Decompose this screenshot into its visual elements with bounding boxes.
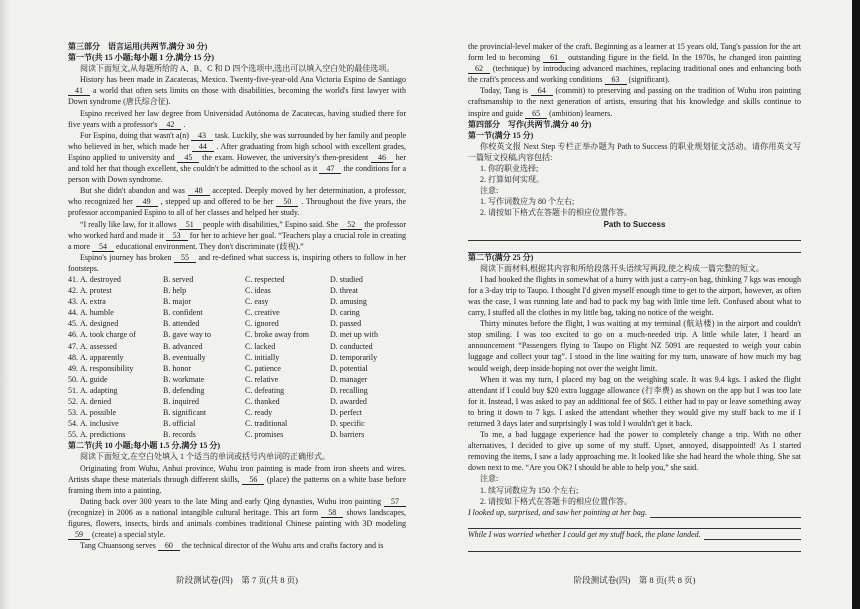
option-b: B. served [163,274,194,284]
option-row [68,318,406,329]
option-cell-first [68,352,163,363]
passage-text: Dating back over 300 years to the late Ming and early Qing dynasties, Wuhu iron painting [80,496,384,506]
option-b: B. confident [163,308,203,318]
answer-blank: 59 [68,530,90,540]
option-b: B. honor [163,363,191,373]
option-row [68,329,406,340]
option-row [68,296,406,307]
part3-heading: 第三部分 语言运用(共两节,满分 30 分) [68,42,208,51]
story-paragraph: To me, a bad luggage experience had the power to completely change a trip. With no other alternatives, I decided to give up some of my stuff. Upset, annoyed, disappointed! As I started removing the items, I saw a lady approaching me. It looked like she had heard the whole thing. She sat down next to me. “Are you OK? I should be able to help you,” she said. [468,430,801,473]
passage-paragraph [68,219,406,252]
answer-blank: 50 [276,197,298,207]
option-d: D. potential [330,363,368,373]
exam-page-8 [468,41,801,552]
option-c: C. thanked [245,397,280,406]
option-cell-first [68,296,163,307]
option-a: A. designed [80,319,119,329]
passage-text: accepted. Deeply moved by her determination, a professor, who recognized her [68,186,407,207]
answer-blank: 61 [543,53,565,63]
passage-text: the provincial-level maker of the craft. Beginning as a learner at 15 years old, Tang's passion for the art form led to becoming [468,42,801,63]
option-c: C. defeating [245,385,285,395]
passage-text: educational environment. They don't discriminate (歧视).” [114,241,304,251]
question-number: 44. [68,308,78,318]
passage-text: (technique) by introducing advanced machines, replacing traditional ones and enhancing both the craft's process and working conditions [468,64,801,85]
passage-paragraph [468,41,801,85]
option-a: A. took charge of [80,330,136,340]
writing2-note-label: 注意: [480,474,499,484]
starter-text: I looked up, surprised, and saw her pointing at her bag. [468,507,647,517]
answer-blank: 52 [340,220,362,230]
question-number: 48. [68,352,78,362]
answer-line [468,540,801,552]
option-c: C. initially [245,352,280,362]
writing2-note: 1. 续写词数应为 150 个左右; [480,485,579,495]
option-cell-first [68,396,163,407]
option-cell-first [68,418,163,429]
passage-text: (significant). [626,75,670,85]
story-paragraph: Thirty minutes before the flight, I was waiting at my terminal (航站楼) in the airport and couldn't stop smiling. I was too excited to go on a much-needed trip. A little while later, I heard an announcement “Passengers flying to Taupo on Flight NZ 5091 are requested to weigh your cabin luggage and collect your tag”. I stood in the line waiting for my turn, unaware of how much my bag would weigh, deep inside hoping not over the weight limit. [468,319,801,373]
passage-text: the professor who worked hard and made it [68,219,406,240]
option-b: B. significant [163,408,207,418]
option-a: A. assessed [80,341,117,351]
answer-blank: 43 [191,131,213,141]
answer-blank: 62 [468,64,490,74]
option-cell-first [68,285,163,296]
passage-text: outstanding figure in the field. In the 1970s, he changed iron painting [565,53,802,63]
passage-text: and re-defined what success is, inspiring others to follow in her footsteps. [68,252,407,273]
option-row [68,418,406,429]
passage-text: task. Luckily, she was surrounded by her family and people who believed in her, which made her [68,130,406,151]
answer-blank: 60 [158,541,180,551]
passage-text: (recognize) in 2006 as a national intangible cultural heritage. This art form [68,507,322,517]
writing1-note-label: 注意: [480,186,499,196]
writing2-instructions: 阅读下面材料,根据其内容和所给段落开头语续写两段,使之构成一篇完整的短文。 [480,263,764,273]
question-number: 42. [68,286,78,296]
answer-blank: 46 [371,153,393,163]
answer-blank: 54 [92,242,114,252]
option-c: C. traditional [245,419,288,429]
option-a: A. extra [80,297,106,307]
option-d: D. manager [330,374,368,384]
passage-text: “I really like law, for it allows [80,219,179,229]
passage-text: Tang Chuansong serves [80,541,158,551]
option-row [68,396,406,407]
option-a: A. responsibility [80,363,134,373]
passage-paragraph [468,85,801,118]
scan-edge-shadow [0,0,10,609]
option-b: B. official [163,419,196,429]
question-number: 47. [68,341,78,351]
option-cell-first [68,385,163,396]
paragraph-starter-1 [468,507,801,518]
passage-text: the exam. However, the university's then-president [199,152,371,162]
option-d: D. conducted [330,341,373,351]
option-d: D. recalling [330,385,368,395]
option-row [68,374,406,385]
passage-paragraph [68,463,406,496]
option-cell-first [68,307,163,318]
passage-text: , stepped up and offered to be her [157,197,277,207]
starter-text: While I was worried whether I could get my stuff back, the plane landed. [468,530,701,540]
question-number: 55. [68,430,78,440]
option-c: C. broke away from [245,330,309,340]
option-b: B. eventually [163,352,206,362]
question-number: 51. [68,385,78,395]
answer-blank: 64 [531,86,553,96]
option-b: B. workmate [163,374,205,384]
passage-text: Originating from Wuhu, Anhui province, Wuhu iron painting is made from iron sheets and wires. Artists shape these materials through different skills, [68,463,406,484]
option-d: D. awarded [330,397,367,406]
answer-blank: 51 [179,220,201,230]
writing1-heading: 第一节(满分 15 分) [468,130,534,140]
option-a: A. denied [80,397,112,406]
option-row [68,341,406,352]
answer-blank: 65 [525,109,547,119]
passage-text: (create) a special style. [90,530,166,540]
paragraph-starter-2 [468,529,801,540]
writing2-heading: 第二节(满分 25 分) [468,252,534,262]
option-b: B. help [163,286,187,296]
option-b: B. gave way to [163,330,211,340]
question-number: 50. [68,374,78,384]
passage-text: Espino's journey has broken [80,252,174,262]
page-footer: 阶段测试卷(四) 第 8 页(共 8 页) [573,575,696,585]
passage-text: the technical director of the Wuhu arts and crafts factory and is [179,541,384,551]
passage-text: (commit) to preserving and passing on the tradition of Wuhu iron painting craftsmanship to the next generation of artists, ensuring that his knowledge and skills continue to inspire and guide [468,86,801,118]
option-d: D. perfect [330,408,362,418]
option-c: C. creative [245,308,280,318]
writing2-note: 2. 请按如下格式在答题卡的相应位置作答。 [480,496,632,506]
option-a: A. destroyed [80,274,121,284]
option-cell-first [68,274,163,285]
passage-text: people with disabilities,” Espino said. She [200,219,341,229]
option-c: C. patience [245,363,281,373]
option-b: B. advanced [163,341,203,351]
question-number: 43. [68,297,78,307]
option-cell-first [68,429,163,440]
option-c: C. relative [245,374,279,384]
answer-blank: 53 [166,231,188,241]
writing1-prompt: 你校英文报 Next Step 专栏正举办题为 Path to Success 的职业规划征文活动。请你用英文写一篇短文投稿,内容包括: [468,141,801,162]
option-b: B. defending [163,385,205,395]
passage-text: the conditions for a person with Down syndrome. [68,164,407,185]
option-row [68,407,406,418]
option-cell-first [68,318,163,329]
answer-blank: 56 [242,475,264,485]
option-a: A. predictions [80,430,126,440]
option-b: B. attended [163,319,200,329]
option-row [68,307,406,318]
option-d: D. caring [330,308,360,318]
passage-text: Today, Tang is [480,86,531,96]
answer-blank: 48 [188,186,210,196]
option-b: B. records [163,430,196,440]
section2-heading: 第二节(共 10 小题;每小题 1.5 分,满分 15 分) [68,441,220,451]
passage-text: (place) the patterns on a white base before framing them into a painting. [68,474,406,495]
passage-text: . Throughout the five years, the professor accompanied Espino to all of her classes and helped her study. [68,197,406,218]
scan-edge-border [852,0,860,609]
passage-text: But she didn't abandon and was [80,186,188,196]
option-cell-first [68,407,163,418]
exam-page-7 [68,41,406,551]
writing1-note: 2. 请按如下格式在答题卡的相应位置作答。 [480,208,632,218]
option-d: D. barriers [330,430,365,440]
option-a: A. humble [80,308,114,318]
option-c: C. respected [245,274,285,284]
writing1-note: 1. 写作词数应为 80 个左右; [480,197,575,207]
part4-heading: 第四部分 写作(共两节,满分 40 分) [468,119,592,129]
option-a: A. guide [80,374,108,384]
option-cell-first [68,374,163,385]
question-number: 45. [68,319,78,329]
passage-text: (ambition) learners. [547,108,613,118]
passage-text: a world that often sets limits on those with disabilities, becoming the world's first lawyer with Down syndrome (唐氏综合征). [68,86,406,107]
answer-line [650,508,801,518]
answer-line [468,230,801,242]
passage-text: her and told her that though excellent, she couldn't be admitted to the school as it [68,152,406,174]
question-number: 49. [68,363,78,373]
question-number: 41. [68,274,78,284]
passage-paragraph [68,185,406,218]
answer-blank: 45 [177,153,199,163]
option-cell-first [68,329,163,340]
passage-paragraph [68,74,406,107]
answer-blank: 63 [605,75,627,85]
option-a: A. adapting [80,385,118,395]
answer-blank: 47 [319,164,341,174]
answer-blank: 44 [192,142,214,152]
answer-blank: 57 [384,497,406,507]
passage-paragraph [68,496,406,540]
option-a: A. inclusive [80,419,119,429]
section1-instructions: 阅读下面短文,从每题所给的 A、B、C 和 D 四个选项中,选出可以填入空白处的最佳选项。 [80,64,395,74]
option-row [68,352,406,363]
writing1-item: 1. 你的职业选择; [480,164,539,174]
option-row [68,285,406,296]
option-d: D. temporarily [330,352,378,362]
section1-heading: 第一节(共 15 小题;每小题 1 分,满分 15 分) [68,53,214,63]
option-b: B. major [163,297,191,307]
option-c: C. ideas [245,286,271,296]
option-d: D. amusing [330,297,367,307]
answer-lines [468,230,801,252]
passage-text: Espino received her law degree from Universidad Autónoma de Zacatecas, having studied there for five years with a professor's [68,108,406,129]
option-b: B. inquired [163,397,199,406]
passage-text: for her to achieve her goal. “Teachers play a crucial role in creating a more [68,230,406,251]
question-number: 53. [68,408,78,418]
page-footer: 阶段测试卷(四) 第 7 页(共 8 页) [176,575,298,585]
answer-blank: 55 [174,253,196,263]
option-row [68,363,406,374]
passage-paragraph [68,108,406,130]
option-c: C. promises [245,430,284,440]
answer-line [704,530,801,540]
section2-instructions: 阅读下面短文,在空白处填入 1 个适当的单词或括号内单词的正确形式。 [80,452,330,462]
option-d: D. passed [330,319,362,329]
option-c: C. ready [245,408,273,418]
options-list [68,274,406,440]
passage-paragraph [68,540,406,551]
answer-line [468,518,801,530]
option-d: D. met up with [330,330,378,340]
option-a: A. protest [80,286,112,296]
option-d: D. threat [330,286,358,296]
option-c: C. easy [245,297,269,307]
question-number: 46. [68,330,78,340]
answer-blank: 49 [136,197,158,207]
passage-text: History has been made in Zacatecas, Mexico. Twenty-five-year-old Ana Victoria Espino de Santiago [80,75,406,85]
passage-text: . After graduating from high school with excellent grades, Espino applied to university and [68,141,406,162]
question-number: 52. [68,397,78,406]
answer-blank: 41 [68,86,90,96]
option-row [68,274,406,285]
option-a: A. apparently [80,352,124,362]
question-number: 54. [68,419,78,429]
passage-paragraph [68,252,406,274]
option-c: C. ignored [245,319,279,329]
option-row [68,429,406,440]
option-cell-first [68,363,163,374]
passage-text: shows landscapes, figures, flowers, insects, birds and animals combines traditional Chinese painting with 3D modeling [68,507,407,529]
answer-blank: 42 [159,120,181,130]
story-paragraph: When it was my turn, I placed my bag on the weighing scale. It was 9.4 kgs. I asked the flight attendant if I could buy $20 extra luggage allowance (行李费) as shown on the app but I was too late for it. Instead, I was asked to pay an additional fee of $65. I either had to pay or leave something away to bring it down to 7 kgs. I asked the attendant whether they would give my stuff back to me if I returned 3 days later and surprisingly I was told I wouldn't get it back. [468,374,801,428]
option-row [68,385,406,396]
option-d: D. specific [330,419,365,429]
writing1-item: 2. 打算如何实现。 [480,175,544,185]
option-cell-first [68,341,163,352]
option-d: D. studied [330,274,363,284]
passage-paragraph [68,130,406,185]
story-paragraph: I had booked the flights in somewhat of a hurry with just a carry-on bag, thinking 7 kgs was enough for a 3-day trip to Taupo. I thought I'd given myself enough time to get to the airport, however, as often was the case, I was running late and had to pack my bag with little time left. Confused about what to carry, I stuffed all the clothes in my little bag, taking no notice of the weight. [468,274,801,318]
option-c: C. lacked [245,341,276,351]
essay-title: Path to Success [603,219,666,229]
option-a: A. possible [80,408,116,418]
passage-text: . [181,119,186,129]
answer-blank: 58 [321,508,343,518]
passage-text: For Espino, doing that wasn't a(n) [80,130,191,140]
